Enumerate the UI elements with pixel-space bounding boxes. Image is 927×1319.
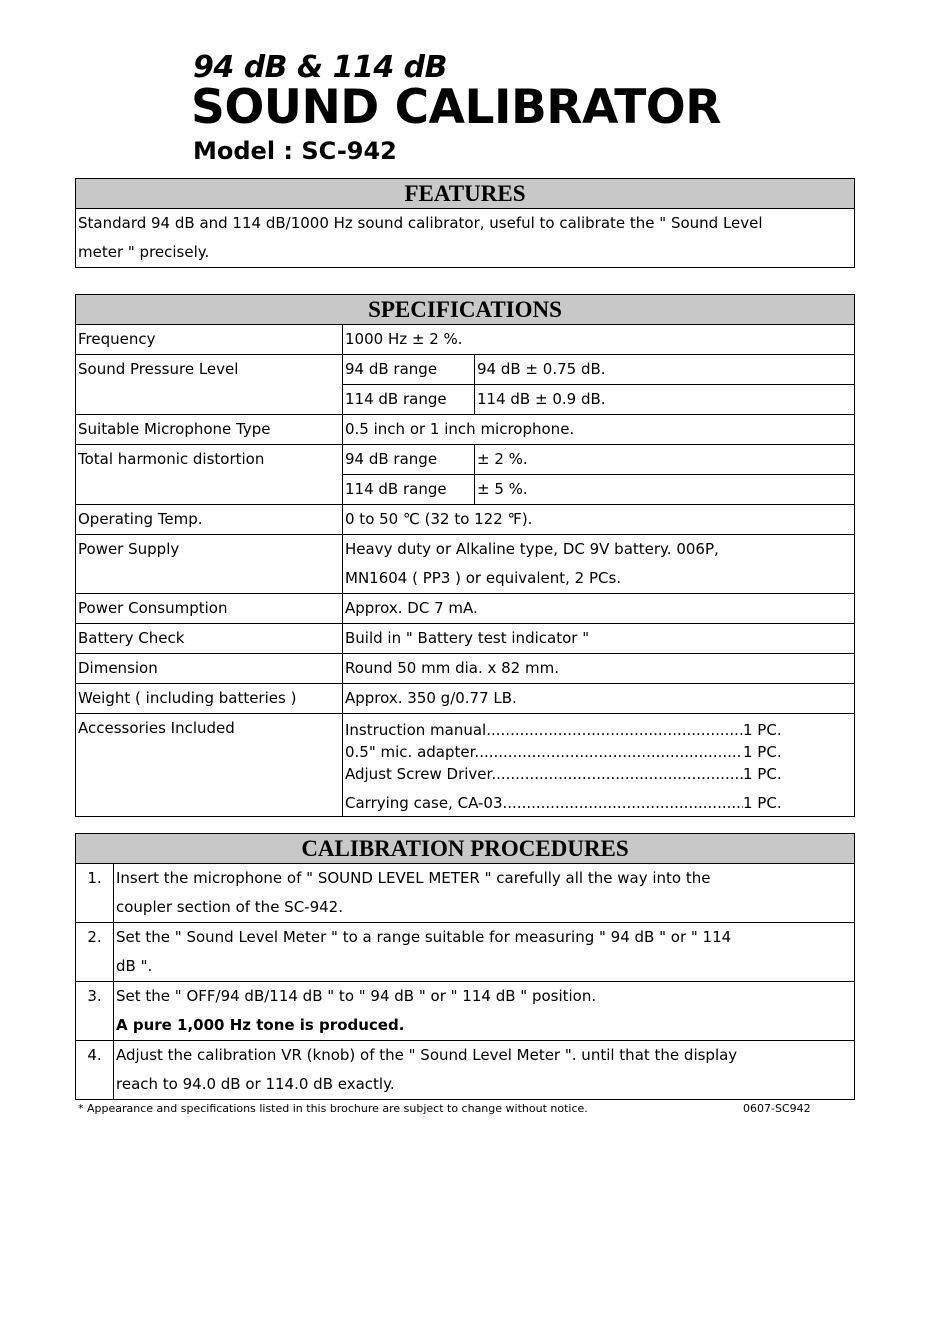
accessory-qty: 1 PC.: [743, 794, 782, 812]
spec-row: [76, 714, 855, 817]
spec-value: Approx. DC 7 mA.: [343, 594, 855, 624]
procedure-step: [76, 1041, 855, 1100]
accessory-name: Adjust Screw Driver .....: [345, 763, 743, 785]
accessories-list: [343, 714, 855, 817]
spec-row: [76, 535, 855, 594]
spec-row: [76, 445, 855, 475]
spec-label: Operating Temp.: [76, 505, 343, 535]
spec-value: 1000 Hz ± 2 %.: [343, 325, 855, 355]
spec-value: Build in " Battery test indicator ": [343, 624, 855, 654]
page-title: SOUND CALIBRATOR: [191, 80, 721, 135]
features-heading: FEATURES: [76, 179, 855, 209]
spec-row: [76, 684, 855, 714]
spec-range: 94 dB range: [343, 445, 475, 475]
accessory-item: [345, 719, 852, 741]
spec-label: Sound Pressure Level: [76, 355, 343, 415]
step-text: [114, 982, 855, 1041]
step-number: 3.: [76, 982, 114, 1041]
spec-label: Frequency: [76, 325, 343, 355]
accessory-item: [345, 763, 852, 785]
step-text: Insert the microphone of " SOUND LEVEL METER " carefully all the way into the coupler section of the SC-942.: [114, 864, 855, 923]
spec-label: Suitable Microphone Type: [76, 415, 343, 445]
spec-range: 114 dB range: [343, 475, 475, 505]
procedure-step: [76, 864, 855, 923]
accessory-name: 0.5" mic. adapter .....: [345, 741, 743, 763]
spec-value: ± 2 %.: [475, 445, 855, 475]
accessory-qty: 1 PC.: [743, 743, 782, 761]
accessory-qty: 1 PC.: [743, 765, 782, 783]
accessory-item: [345, 741, 852, 763]
step-number: 1.: [76, 864, 114, 923]
spec-value: 0 to 50 ℃ (32 to 122 ℉).: [343, 505, 855, 535]
spec-row: [76, 624, 855, 654]
spec-row: [76, 505, 855, 535]
spec-value: 0.5 inch or 1 inch microphone.: [343, 415, 855, 445]
step-text-line: Set the " OFF/94 dB/114 dB " to " 94 dB " or " 114 dB " position.: [116, 987, 597, 1005]
spec-value: [343, 535, 855, 594]
spec-row: [76, 594, 855, 624]
spec-label: Dimension: [76, 654, 343, 684]
step-text: Set the " Sound Level Meter " to a range suitable for measuring " 94 dB " or " 114 dB ".: [114, 923, 855, 982]
procedure-step: [76, 923, 855, 982]
spec-range: 114 dB range: [343, 385, 475, 415]
model-number: Model : SC-942: [193, 137, 397, 165]
power-line-1: Heavy duty or Alkaline type, DC 9V battery. 006P,: [345, 540, 719, 558]
spec-label: Total harmonic distortion: [76, 445, 343, 505]
spec-label: Battery Check: [76, 624, 343, 654]
spec-range: 94 dB range: [343, 355, 475, 385]
spec-label: Accessories Included: [76, 714, 343, 817]
spec-label: Power Supply: [76, 535, 343, 594]
features-table: [75, 178, 855, 268]
spec-label: Power Consumption: [76, 594, 343, 624]
accessory-name: Carrying case, CA-03 .....: [345, 792, 743, 814]
spec-value: 94 dB ± 0.75 dB.: [475, 355, 855, 385]
spec-row: [76, 325, 855, 355]
spec-row: [76, 654, 855, 684]
accessory-name: Instruction manual .....: [345, 719, 743, 741]
specifications-table: [75, 294, 855, 817]
subtitle: 94 dB & 114 dB: [193, 50, 447, 85]
step-number: 4.: [76, 1041, 114, 1100]
spec-value: Round 50 mm dia. x 82 mm.: [343, 654, 855, 684]
spec-value: 114 dB ± 0.9 dB.: [475, 385, 855, 415]
calibration-heading: CALIBRATION PROCEDURES: [76, 834, 855, 864]
spec-label: Weight ( including batteries ): [76, 684, 343, 714]
step-bold-note: A pure 1,000 Hz tone is produced.: [116, 1016, 405, 1034]
accessory-item: [345, 792, 852, 814]
spec-row: [76, 415, 855, 445]
step-text: Adjust the calibration VR (knob) of the " Sound Level Meter ". until that the display reach to 94.0 dB or 114.0 dB exactly.: [114, 1041, 855, 1100]
spec-row: [76, 355, 855, 385]
spec-value: ± 5 %.: [475, 475, 855, 505]
accessory-qty: 1 PC.: [743, 721, 782, 739]
footer-code: 0607-SC942: [743, 1102, 811, 1115]
footer-disclaimer: * Appearance and specifications listed in this brochure are subject to change without notice.: [78, 1102, 588, 1115]
features-text: Standard 94 dB and 114 dB/1000 Hz sound calibrator, useful to calibrate the " Sound Level meter " precisely.: [76, 209, 855, 268]
power-line-2: MN1604 ( PP3 ) or equivalent, 2 PCs.: [345, 569, 622, 587]
specifications-heading: SPECIFICATIONS: [76, 295, 855, 325]
spec-value: Approx. 350 g/0.77 LB.: [343, 684, 855, 714]
procedure-step: [76, 982, 855, 1041]
calibration-table: [75, 833, 855, 1100]
step-number: 2.: [76, 923, 114, 982]
